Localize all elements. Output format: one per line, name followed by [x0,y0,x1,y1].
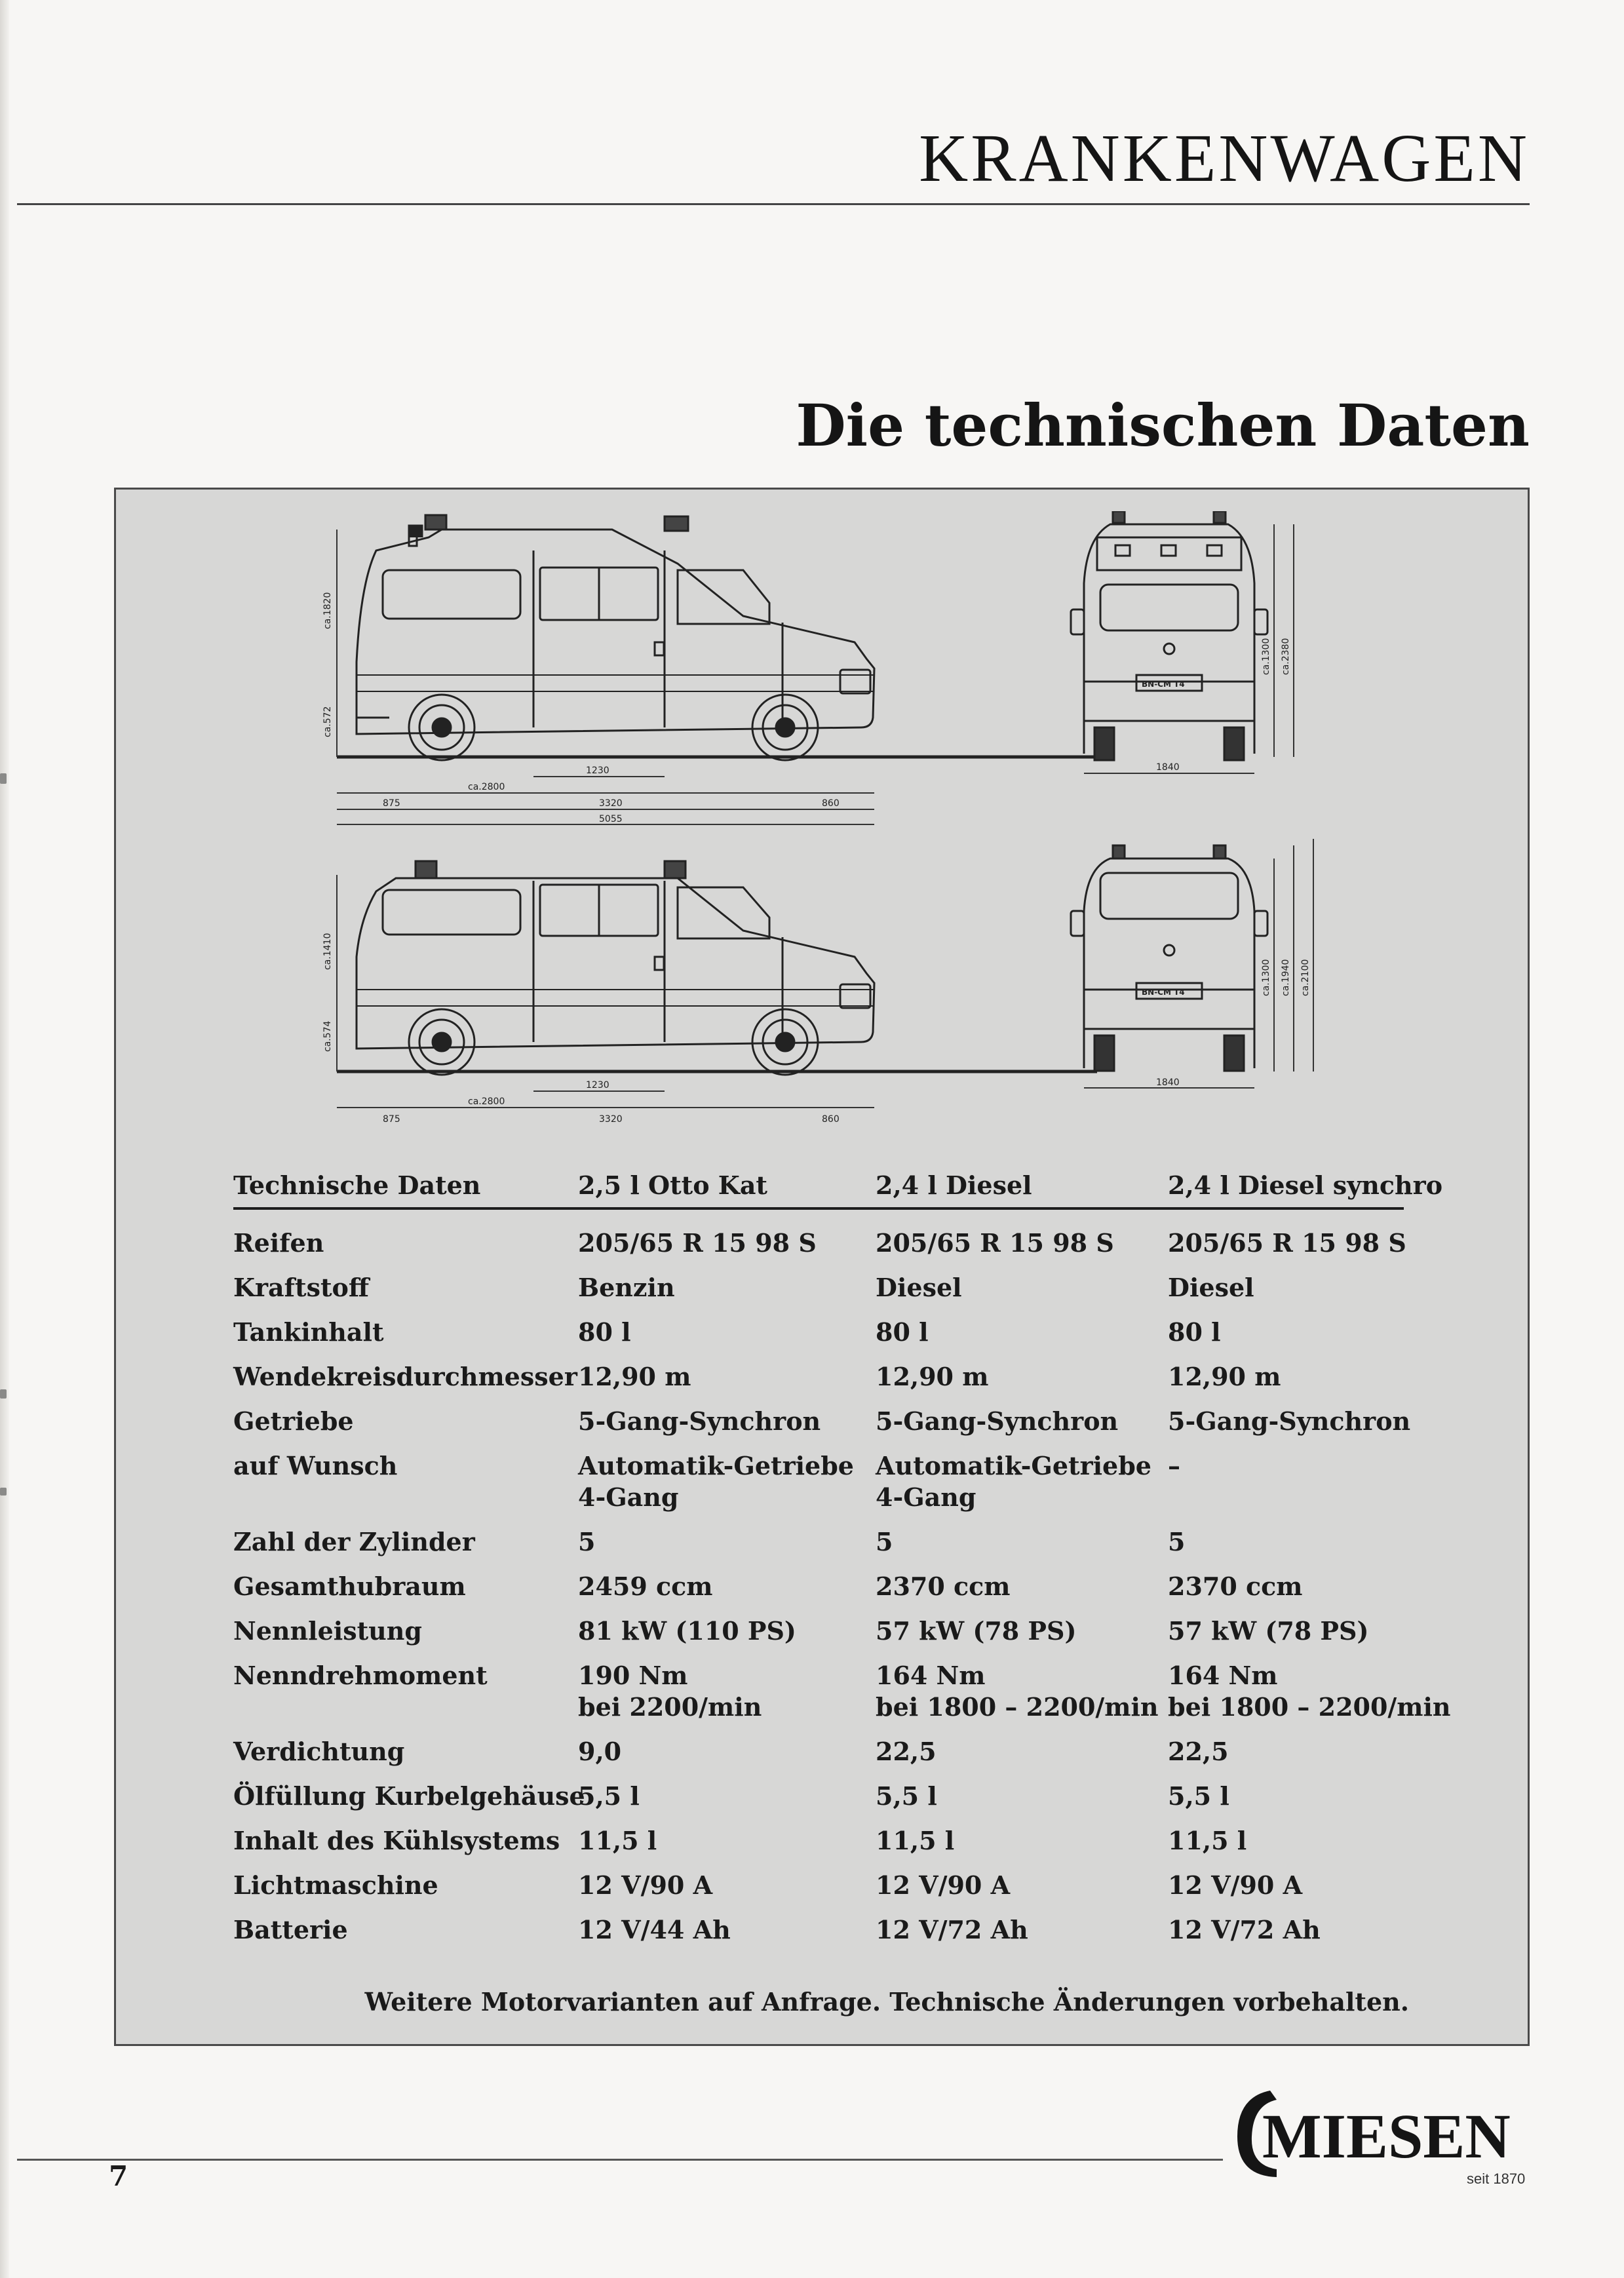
cell-value: 12 V/44 Ah [578,1915,731,1944]
footnote: Weitere Motorvarianten auf Anfrage. Technische Änderungen vorbehalten. [364,1987,1409,2017]
cell-value: 5,5 l [578,1781,640,1811]
section-title: Die technischen Daten [796,391,1530,459]
dim-label: ca.1410 [322,933,333,970]
table-row [233,1405,1411,1444]
cell-value-line2: bei 1800 – 2200/min [1168,1692,1451,1722]
page-binding-edge [0,0,9,2278]
cell-value: 12,90 m [578,1362,691,1391]
vehicle-technical-drawing [311,511,1359,1140]
cell-value-line2: 4-Gang [876,1482,976,1512]
row-label: Wendekreisdurchmesser [233,1362,577,1391]
cell-value: 164 Nm [1168,1661,1278,1690]
row-label: Lichtmaschine [233,1870,438,1900]
rear-view-high-roof [1071,511,1267,760]
cell-value: – [1168,1451,1180,1480]
cell-value: 205/65 R 15 98 S [876,1228,1114,1258]
table-row [233,1735,1404,1775]
dim-label: ca.2100 [1300,959,1311,996]
cell-value: 11,5 l [578,1826,657,1855]
dim-label: ca.2800 [468,1096,505,1107]
cell-value: 12 V/90 A [876,1870,1011,1900]
license-plate-text: BN-CM T4 [1142,680,1185,689]
cell-value: 164 Nm [876,1661,986,1690]
row-label: Nennleistung [233,1616,422,1646]
row-label: Kraftstoff [233,1273,370,1302]
dim-label: ca.1300 [1261,638,1271,675]
cell-value: 5-Gang-Synchron [578,1406,821,1436]
binding-mark [0,1389,7,1399]
cell-value: 12,90 m [1168,1362,1281,1391]
cell-value: 12 V/90 A [578,1870,713,1900]
dim-label: ca.1300 [1261,959,1271,996]
row-label: Reifen [233,1228,324,1258]
header-col-3: 2,4 l Diesel synchro [1168,1170,1443,1200]
spec-table-header [233,1169,1443,1208]
dim-label: ca.572 [322,706,333,737]
binding-mark [0,773,7,784]
cell-value: 5 [876,1527,893,1556]
binding-mark [0,1488,7,1496]
row-label: Tankinhalt [233,1317,384,1347]
table-row [233,1526,1404,1565]
dim-label: 1230 [586,1080,609,1091]
cell-value: 12 V/72 Ah [876,1915,1028,1944]
cell-value: 5-Gang-Synchron [1168,1406,1411,1436]
cell-value: 5-Gang-Synchron [876,1406,1119,1436]
cell-value: 22,5 [1168,1737,1229,1766]
header-rule [17,203,1530,205]
logo-since: seit 1870 [1467,2171,1526,2187]
table-header-rule [233,1207,1404,1210]
cell-value-line2: 4-Gang [578,1482,679,1512]
cell-value: 80 l [1168,1317,1221,1347]
cell-value: Benzin [578,1273,675,1302]
row-label: Verdichtung [233,1737,405,1766]
cell-value: 11,5 l [876,1826,955,1855]
cell-value: 205/65 R 15 98 S [1168,1228,1406,1258]
row-label: Getriebe [233,1406,354,1436]
cell-value: Diesel [1168,1273,1254,1302]
table-row [233,1824,1404,1864]
rear-view-normal-roof [1071,845,1267,1071]
cell-value-line2: bei 1800 – 2200/min [876,1692,1159,1722]
dim-label: 860 [822,1114,840,1125]
dim-label: 1840 [1156,1077,1180,1088]
side-view-high-roof [337,515,1097,760]
cell-value: 2459 ccm [578,1572,713,1601]
side-view-normal-roof [337,861,1097,1075]
cell-value-line2: bei 2200/min [578,1692,762,1722]
cell-value: 5,5 l [876,1781,937,1811]
row-label: Zahl der Zylinder [233,1527,475,1556]
cell-value: 12,90 m [876,1362,989,1391]
table-row [233,1450,1404,1515]
table-row [233,1869,1404,1908]
cell-value: 2370 ccm [1168,1572,1303,1601]
dim-label: 875 [383,798,400,809]
row-label: Inhalt des Kühlsystems [233,1826,560,1855]
cell-value: 57 kW (78 PS) [876,1616,1077,1646]
table-row [233,1361,1404,1400]
cell-value: 190 Nm [578,1661,688,1690]
logo-text: MIESEN [1262,2101,1511,2171]
dim-label: 860 [822,798,840,809]
table-row [233,1227,1404,1266]
row-label: Batterie [233,1915,348,1944]
dim-label: ca.1820 [322,592,333,629]
miesen-logo [1224,2077,1532,2189]
page-number: 7 [109,2160,128,2192]
cell-value: 11,5 l [1168,1826,1247,1855]
dim-label: 1840 [1156,762,1180,773]
table-row [233,1615,1404,1654]
license-plate-text: BN-CM T4 [1142,988,1185,997]
cell-value: 2370 ccm [876,1572,1011,1601]
cell-value: 5,5 l [1168,1781,1229,1811]
dim-label: 3320 [599,1114,623,1125]
dim-label: ca.2800 [468,782,505,792]
table-row [233,1659,1451,1725]
cell-value: 5 [1168,1527,1186,1556]
cell-value: 57 kW (78 PS) [1168,1616,1369,1646]
cell-value: 5 [578,1527,596,1556]
dim-label: 3320 [599,798,623,809]
table-row [233,1570,1404,1610]
cell-value: 80 l [876,1317,929,1347]
dim-label: ca.1940 [1281,959,1291,996]
table-row [233,1780,1404,1819]
cell-value: 12 V/72 Ah [1168,1915,1321,1944]
dim-label: 875 [383,1114,400,1125]
footer-rule [17,2159,1223,2161]
cell-value: 81 kW (110 PS) [578,1616,796,1646]
row-label: Nenndrehmoment [233,1661,488,1690]
page-title: KRANKENWAGEN [919,121,1530,196]
cell-value: Diesel [876,1273,962,1302]
dim-label: 1230 [586,765,609,776]
cell-value: 80 l [578,1317,631,1347]
dim-label: 5055 [599,814,623,824]
cell-value: 205/65 R 15 98 S [578,1228,817,1258]
table-row [233,1914,1404,1953]
cell-value: 12 V/90 A [1168,1870,1303,1900]
dim-label: ca.574 [322,1020,333,1052]
row-label: Ölfüllung Kurbelgehäuse [233,1781,585,1811]
dim-label: ca.2380 [1281,638,1291,675]
header-col-2: 2,4 l Diesel [876,1170,1032,1200]
table-row [233,1271,1404,1311]
table-row [233,1316,1404,1355]
cell-value: Automatik-Getriebe [578,1451,854,1480]
row-label: auf Wunsch [233,1451,398,1480]
cell-value: Automatik-Getriebe [876,1451,1151,1480]
header-col-1: 2,5 l Otto Kat [578,1170,767,1200]
row-label: Gesamthubraum [233,1572,466,1601]
header-label: Technische Daten [233,1170,481,1200]
cell-value: 22,5 [876,1737,937,1766]
cell-value: 9,0 [578,1737,622,1766]
